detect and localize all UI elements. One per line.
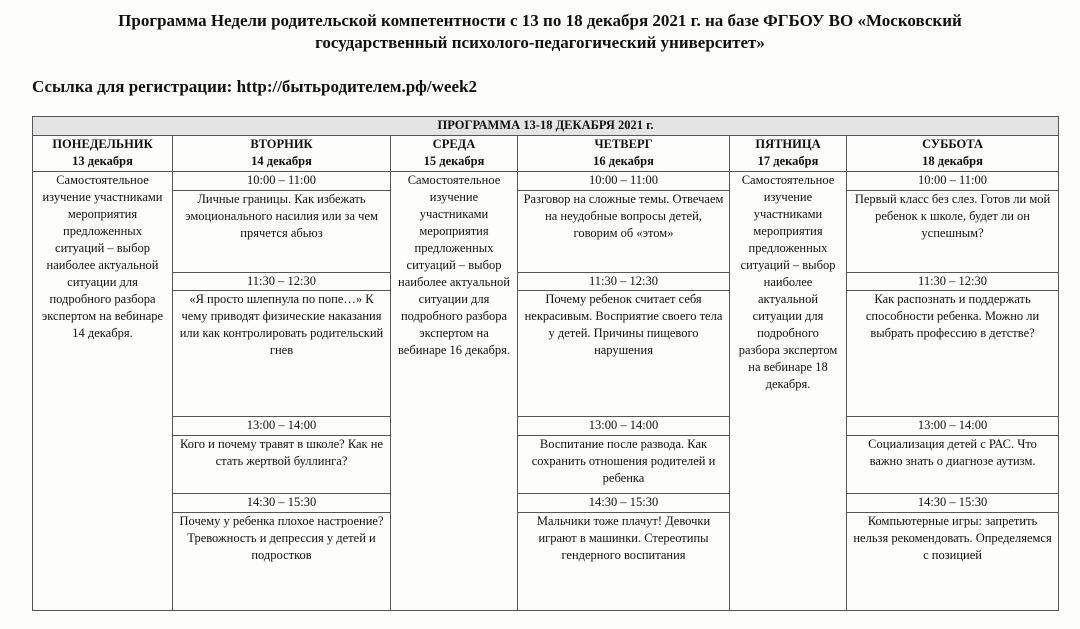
topic-tuesday: Почему у ребенка плохое настроение? Тревожность и депрессия у детей и подростков [173, 512, 391, 610]
topic-tuesday: Кого и почему травят в школе? Как не стать жертвой буллинга? [173, 435, 391, 493]
time-row [33, 172, 1059, 191]
topic-saturday: Как распознать и поддержать способности ребенка. Можно ли выбрать профессию в детстве? [847, 291, 1059, 416]
day-header-wednesday [391, 135, 518, 172]
topic-row [33, 435, 1059, 493]
topic-thursday: Мальчики тоже плачут! Девочки играют в машинки. Стереотипы гендерного воспитания [518, 512, 730, 610]
page-title [60, 10, 1020, 54]
table-heading: ПРОГРАММА 13-18 ДЕКАБРЯ 2021 г. [33, 117, 1059, 136]
topic-row [33, 512, 1059, 610]
day-name: СУББОТА [922, 136, 984, 151]
title-line-1: Программа Недели родительской компетентности с 13 по 18 декабря 2021 г. на базе ФГБОУ ВО «Московский [118, 11, 962, 30]
topic-tuesday: «Я просто шлепнула по попе…» К чему приводят физические наказания или как контролировать родительский гнев [173, 291, 391, 416]
days-row [33, 135, 1059, 172]
topic-thursday: Воспитание после развода. Как сохранить отношения родителей и ребенка [518, 435, 730, 493]
topic-row [33, 191, 1059, 272]
registration-link[interactable]: Ссылка для регистрации: http://бытьродителем.рф/week2 [32, 77, 477, 96]
day-header-tuesday [173, 135, 391, 172]
day-name: ПЯТНИЦА [755, 136, 821, 151]
table-heading-row [33, 117, 1059, 136]
program-table [32, 116, 1059, 611]
day-name: ЧЕТВЕРГ [594, 136, 653, 151]
time-slot-tuesday: 11:30 – 12:30 [173, 272, 391, 291]
day-date: 13 декабря [72, 153, 133, 168]
topic-saturday: Социализация детей с РАС. Что важно знать о диагнозе аутизм. [847, 435, 1059, 493]
time-slot-thursday: 11:30 – 12:30 [518, 272, 730, 291]
time-slot-tuesday: 13:00 – 14:00 [173, 416, 391, 435]
time-slot-saturday: 13:00 – 14:00 [847, 416, 1059, 435]
day-header-monday [33, 135, 173, 172]
topic-thursday: Разговор на сложные темы. Отвечаем на неудобные вопросы детей, говорим об «этом» [518, 191, 730, 272]
time-slot-saturday: 14:30 – 15:30 [847, 493, 1059, 512]
day-date: 14 декабря [251, 153, 312, 168]
day-name: ПОНЕДЕЛЬНИК [52, 136, 153, 151]
time-row [33, 272, 1059, 291]
topic-row [33, 291, 1059, 416]
topic-saturday: Компьютерные игры: запретить нельзя рекомендовать. Определяемся с позицией [847, 512, 1059, 610]
time-slot-saturday: 11:30 – 12:30 [847, 272, 1059, 291]
title-line-2: государственный психолого-педагогический университет» [315, 33, 765, 52]
day-date: 18 декабря [922, 153, 983, 168]
day-date: 16 декабря [593, 153, 654, 168]
time-row [33, 416, 1059, 435]
day-header-saturday [847, 135, 1059, 172]
day-name: СРЕДА [432, 136, 476, 151]
day-date: 15 декабря [423, 153, 485, 168]
topic-saturday: Первый класс без слез. Готов ли мой ребенок к школе, будет ли он успешным? [847, 191, 1059, 272]
day-name: ВТОРНИК [250, 136, 313, 151]
topic-tuesday: Личные границы. Как избежать эмоционального насилия или за чем прячется абьюз [173, 191, 391, 272]
topic-thursday: Почему ребенок считает себя некрасивым. Восприятие своего тела у детей. Причины пищевого нарушения [518, 291, 730, 416]
time-row [33, 493, 1059, 512]
self-study-wednesday: Самостоятельное изучение участниками мероприятия предложенных ситуаций – выбор наиболее актуальной ситуации для подробного разбора экспертом на вебинаре 16 декабря. [391, 172, 518, 611]
day-date: 17 декабря [757, 153, 819, 168]
time-slot-saturday: 10:00 – 11:00 [847, 172, 1059, 191]
time-slot-thursday: 13:00 – 14:00 [518, 416, 730, 435]
time-slot-thursday: 10:00 – 11:00 [518, 172, 730, 191]
time-slot-tuesday: 14:30 – 15:30 [173, 493, 391, 512]
day-header-friday [730, 135, 847, 172]
self-study-friday: Самостоятельное изучение участниками мероприятия предложенных ситуаций – выбор наиболее актуальной ситуации для подробного разбора экспертом на вебинаре 18 декабря. [730, 172, 847, 611]
self-study-monday: Самостоятельное изучение участниками мероприятия предложенных ситуаций – выбор наиболее актуальной ситуации для подробного разбора экспертом на вебинаре 14 декабря. [33, 172, 173, 611]
time-slot-tuesday: 10:00 – 11:00 [173, 172, 391, 191]
day-header-thursday [518, 135, 730, 172]
time-slot-thursday: 14:30 – 15:30 [518, 493, 730, 512]
